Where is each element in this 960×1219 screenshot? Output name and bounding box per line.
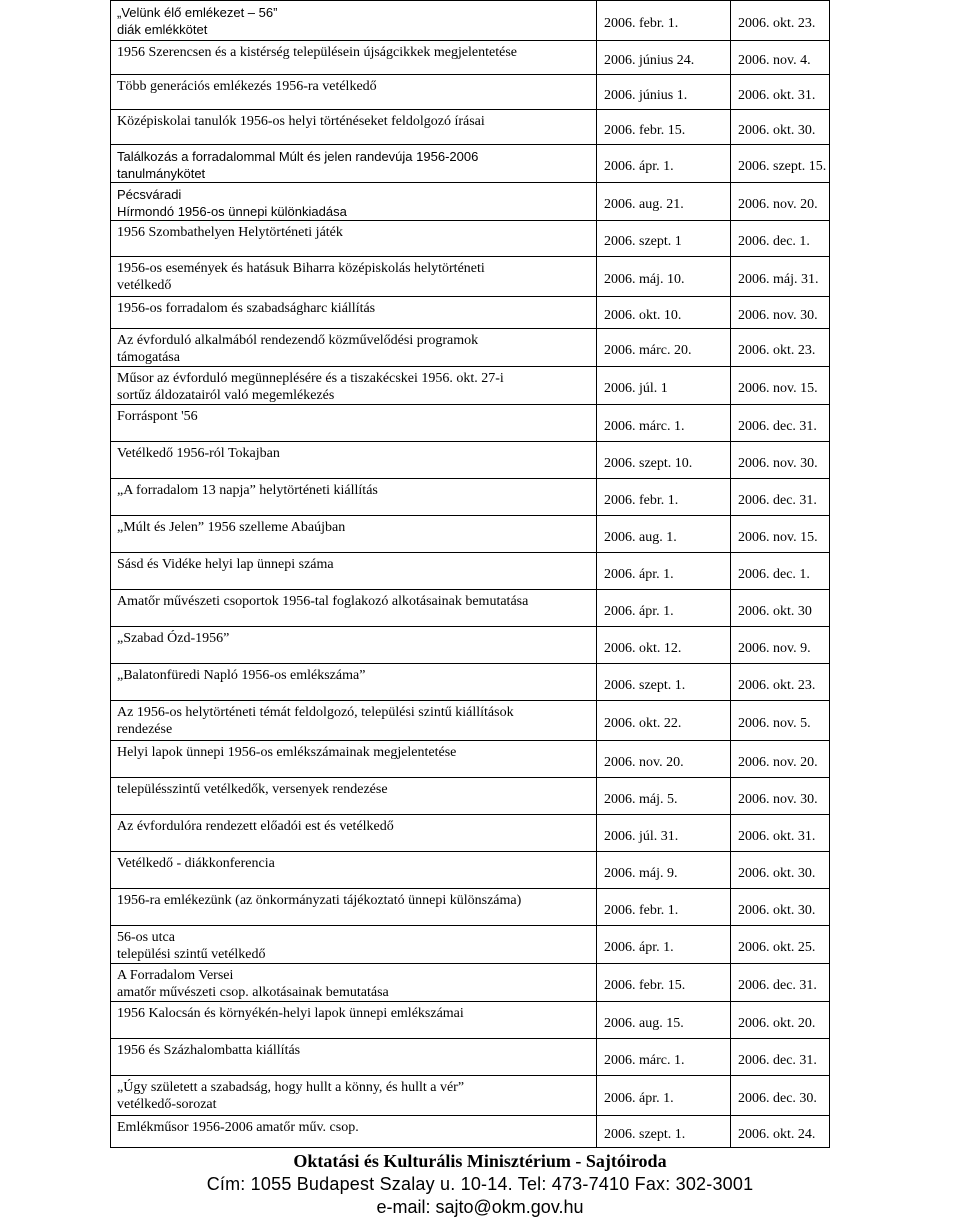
event-title-cell [111, 405, 597, 442]
event-start-date: 2006. ápr. 1. [597, 1076, 731, 1116]
table-row [111, 297, 830, 329]
event-start-date: 2006. júl. 1 [597, 367, 731, 405]
event-title-line: diák emlékkötet [117, 22, 208, 37]
event-title-cell [111, 778, 597, 815]
table-row [111, 183, 830, 221]
footer-organization: Oktatási és Kulturális Minisztérium - Sajtóiroda [293, 1151, 667, 1171]
table-row [111, 1039, 830, 1076]
event-title-line: „Úgy született a szabadság, hogy hullt a könny, és hullt a vér” [117, 1080, 465, 1095]
event-title-line: Több generációs emlékezés 1956-ra vetélkedő [117, 79, 377, 94]
event-start-date: 2006. febr. 15. [597, 110, 731, 145]
event-title-line: 1956 és Százhalombatta kiállítás [117, 1043, 301, 1058]
event-title-line: 1956-os forradalom és szabadságharc kiállítás [117, 301, 376, 316]
event-start-date: 2006. ápr. 1. [597, 553, 731, 590]
event-title-cell [111, 815, 597, 852]
event-title-line: településszintű vetélkedők, versenyek rendezése [117, 782, 388, 797]
event-title-cell [111, 741, 597, 778]
event-title-cell [111, 516, 597, 553]
table-row [111, 627, 830, 664]
event-title-line: Helyi lapok ünnepi 1956-os emlékszámainak megjelentetése [117, 745, 457, 760]
event-title-cell [111, 257, 597, 297]
event-start-date: 2006. febr. 1. [597, 1, 731, 41]
event-title-cell [111, 664, 597, 701]
event-title-line: támogatása [117, 350, 180, 365]
event-title-cell [111, 479, 597, 516]
event-end-date: 2006. máj. 31. [731, 257, 830, 297]
event-title-line: sortűz áldozatairól való megemlékezés [117, 388, 335, 403]
event-title-line: Középiskolai tanulók 1956-os helyi történéseket feldolgozó írásai [117, 114, 485, 129]
event-title-cell [111, 329, 597, 367]
event-end-date: 2006. okt. 23. [731, 664, 830, 701]
event-title-line: Forráspont '56 [117, 409, 198, 424]
event-title-line: „Múlt és Jelen” 1956 szelleme Abaújban [117, 520, 346, 535]
event-start-date: 2006. okt. 22. [597, 701, 731, 741]
event-start-date: 2006. júl. 31. [597, 815, 731, 852]
event-title-line: Hírmondó 1956-os ünnepi különkiadása [117, 204, 347, 219]
event-end-date: 2006. nov. 30. [731, 778, 830, 815]
event-title-line: Találkozás a forradalommal Múlt és jelen randevúja 1956-2006 [117, 149, 479, 164]
table-row [111, 741, 830, 778]
table-row [111, 778, 830, 815]
table-row [111, 41, 830, 75]
event-title-line: vetélkedő [117, 278, 172, 293]
event-start-date: 2006. ápr. 1. [597, 590, 731, 627]
table-row [111, 479, 830, 516]
event-title-line: „Balatonfüredi Napló 1956-os emlékszáma” [117, 668, 366, 683]
event-title-line: Emlékműsor 1956-2006 amatőr műv. csop. [117, 1120, 359, 1135]
event-end-date: 2006. dec. 31. [731, 479, 830, 516]
table-row [111, 701, 830, 741]
event-title-cell [111, 110, 597, 145]
event-end-date: 2006. nov. 30. [731, 442, 830, 479]
event-end-date: 2006. dec. 1. [731, 553, 830, 590]
table-row [111, 367, 830, 405]
event-title-line: tanulmánykötet [117, 166, 206, 181]
event-end-date: 2006. okt. 20. [731, 1002, 830, 1039]
event-start-date: 2006. okt. 12. [597, 627, 731, 664]
table-row [111, 110, 830, 145]
event-start-date: 2006. aug. 1. [597, 516, 731, 553]
event-end-date: 2006. nov. 20. [731, 183, 830, 221]
event-start-date: 2006. június 1. [597, 75, 731, 110]
event-start-date: 2006. máj. 10. [597, 257, 731, 297]
event-end-date: 2006. dec. 31. [731, 405, 830, 442]
event-end-date: 2006. dec. 31. [731, 1039, 830, 1076]
event-title-cell [111, 964, 597, 1002]
table-row [111, 1, 830, 41]
event-start-date: 2006. aug. 21. [597, 183, 731, 221]
event-title-line: „A forradalom 13 napja” helytörténeti kiállítás [117, 483, 378, 498]
event-start-date: 2006. ápr. 1. [597, 926, 731, 964]
table-row [111, 964, 830, 1002]
event-title-cell [111, 1, 597, 41]
event-title-cell [111, 852, 597, 889]
event-title-line: 1956-ra emlékezünk (az önkormányzati tájékoztató ünnepi különszáma) [117, 893, 522, 908]
table-row [111, 852, 830, 889]
event-start-date: 2006. máj. 5. [597, 778, 731, 815]
table-row [111, 329, 830, 367]
event-title-line: Sásd és Vidéke helyi lap ünnepi száma [117, 557, 334, 572]
event-title-cell [111, 75, 597, 110]
event-end-date: 2006. okt. 30. [731, 852, 830, 889]
table-row [111, 926, 830, 964]
table-row [111, 590, 830, 627]
event-start-date: 2006. szept. 1 [597, 221, 731, 257]
event-end-date: 2006. nov. 20. [731, 741, 830, 778]
event-end-date: 2006. okt. 23. [731, 329, 830, 367]
table-row [111, 405, 830, 442]
event-title-line: „Szabad Ózd-1956” [117, 631, 230, 646]
event-title-line: települési szintű vetélkedő [117, 947, 266, 962]
event-title-cell [111, 627, 597, 664]
event-title-cell [111, 926, 597, 964]
event-start-date: 2006. szept. 1. [597, 1116, 731, 1148]
event-start-date: 2006. június 24. [597, 41, 731, 75]
event-end-date: 2006. dec. 1. [731, 221, 830, 257]
table-row [111, 815, 830, 852]
event-title-cell [111, 590, 597, 627]
event-end-date: 2006. nov. 30. [731, 297, 830, 329]
event-end-date: 2006. dec. 31. [731, 964, 830, 1002]
event-title-line: rendezése [117, 722, 173, 737]
event-title-cell [111, 367, 597, 405]
table-row [111, 1116, 830, 1148]
event-start-date: 2006. aug. 15. [597, 1002, 731, 1039]
event-title-line: Az évforduló alkalmából rendezendő közművelődési programok [117, 333, 479, 348]
event-title-cell [111, 701, 597, 741]
event-start-date: 2006. szept. 1. [597, 664, 731, 701]
event-end-date: 2006. okt. 23. [731, 1, 830, 41]
event-start-date: 2006. márc. 1. [597, 405, 731, 442]
event-end-date: 2006. nov. 15. [731, 367, 830, 405]
event-end-date: 2006. okt. 31. [731, 75, 830, 110]
events-table [110, 0, 830, 1148]
footer-email: e-mail: sajto@okm.gov.hu [376, 1197, 584, 1217]
event-start-date: 2006. okt. 10. [597, 297, 731, 329]
event-start-date: 2006. márc. 20. [597, 329, 731, 367]
table-row [111, 1002, 830, 1039]
event-title-line: 56-os utca [117, 930, 175, 945]
footer [110, 1150, 850, 1219]
event-start-date: 2006. ápr. 1. [597, 145, 731, 183]
event-title-line: Az évfordulóra rendezett előadói est és vetélkedő [117, 819, 394, 834]
footer-address: Cím: 1055 Budapest Szalay u. 10-14. Tel: 473-7410 Fax: 302-3001 [206, 1174, 754, 1194]
event-title-cell [111, 183, 597, 221]
event-title-line: Vetélkedő - diákkonferencia [117, 856, 275, 871]
event-end-date: 2006. dec. 30. [731, 1076, 830, 1116]
event-end-date: 2006. okt. 30 [731, 590, 830, 627]
event-title-cell [111, 41, 597, 75]
event-start-date: 2006. febr. 1. [597, 479, 731, 516]
event-title-cell [111, 889, 597, 926]
table-row [111, 442, 830, 479]
event-start-date: 2006. febr. 15. [597, 964, 731, 1002]
event-title-line: A Forradalom Versei [117, 968, 234, 983]
event-title-line: Az 1956-os helytörténeti témát feldolgozó, települési szintű kiállítások [117, 705, 514, 720]
event-title-line: Pécsváradi [117, 187, 182, 202]
table-row [111, 257, 830, 297]
event-title-line: „Velünk élő emlékezet – 56” [117, 5, 278, 20]
event-title-line: 1956 Szombathelyen Helytörténeti játék [117, 225, 343, 240]
table-row [111, 221, 830, 257]
table-row [111, 889, 830, 926]
events-table-body [111, 1, 830, 1148]
event-start-date: 2006. márc. 1. [597, 1039, 731, 1076]
table-row [111, 553, 830, 590]
event-end-date: 2006. okt. 31. [731, 815, 830, 852]
event-title-cell [111, 442, 597, 479]
event-end-date: 2006. okt. 25. [731, 926, 830, 964]
event-title-cell [111, 1116, 597, 1148]
event-title-line: 1956 Szerencsen és a kistérség településein újságcikkek megjelentetése [117, 45, 518, 60]
event-title-line: Műsor az évforduló megünneplésére és a tiszakécskei 1956. okt. 27-i [117, 371, 504, 386]
event-title-line: 1956 Kalocsán és környékén-helyi lapok ünnepi emlékszámai [117, 1006, 464, 1021]
event-title-cell [111, 145, 597, 183]
event-end-date: 2006. nov. 5. [731, 701, 830, 741]
event-end-date: 2006. nov. 4. [731, 41, 830, 75]
event-title-line: 1956-os események és hatásuk Biharra középiskolás helytörténeti [117, 261, 485, 276]
event-title-line: vetélkedő-sorozat [117, 1097, 217, 1112]
event-end-date: 2006. okt. 30. [731, 889, 830, 926]
event-title-line: Vetélkedő 1956-ról Tokajban [117, 446, 280, 461]
table-row [111, 75, 830, 110]
table-row [111, 664, 830, 701]
event-title-cell [111, 1002, 597, 1039]
event-start-date: 2006. máj. 9. [597, 852, 731, 889]
event-title-cell [111, 221, 597, 257]
event-end-date: 2006. szept. 15. [731, 145, 830, 183]
table-row [111, 1076, 830, 1116]
event-start-date: 2006. szept. 10. [597, 442, 731, 479]
event-end-date: 2006. okt. 30. [731, 110, 830, 145]
event-title-cell [111, 553, 597, 590]
event-end-date: 2006. nov. 15. [731, 516, 830, 553]
event-title-cell [111, 1039, 597, 1076]
event-title-cell [111, 1076, 597, 1116]
event-start-date: 2006. febr. 1. [597, 889, 731, 926]
event-start-date: 2006. nov. 20. [597, 741, 731, 778]
table-row [111, 145, 830, 183]
event-title-line: Amatőr művészeti csoportok 1956-tal foglakozó alkotásainak bemutatása [117, 594, 529, 609]
table-row [111, 516, 830, 553]
event-title-cell [111, 297, 597, 329]
event-title-line: amatőr művészeti csop. alkotásainak bemutatása [117, 985, 389, 1000]
event-end-date: 2006. nov. 9. [731, 627, 830, 664]
event-end-date: 2006. okt. 24. [731, 1116, 830, 1148]
